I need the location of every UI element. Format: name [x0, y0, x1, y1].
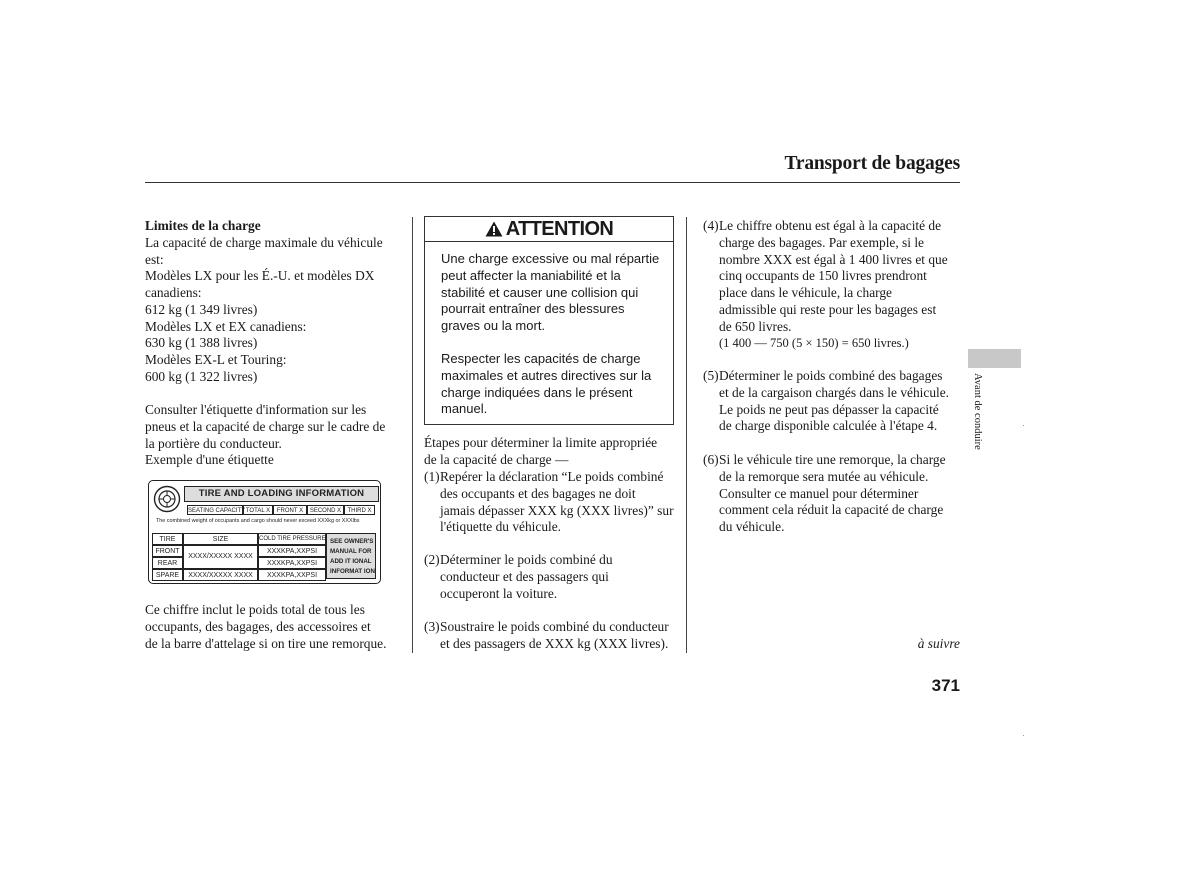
attention-title: ATTENTION [505, 218, 614, 240]
text-line: Modèles LX pour les É.-U. et modèles DX [145, 268, 375, 284]
text-line: Exemple d'une étiquette [145, 452, 274, 468]
attention-box [424, 216, 674, 425]
margin-mark [1023, 735, 1024, 736]
text-line: et de la cargaison chargés dans le véhicule. [719, 384, 950, 400]
step-number: (3) [424, 619, 440, 634]
text-line: 600 kg (1 322 livres) [145, 368, 258, 384]
text-line: Déterminer le poids combiné du [440, 552, 613, 567]
text-line: Le poids ne peut pas dépasser la capacité [719, 401, 939, 417]
text-line: 612 kg (1 349 livres) [145, 301, 258, 317]
text-line: la portière du conducteur. [145, 435, 282, 451]
text-line: occupants, des bagages, des accessoires et [145, 618, 371, 634]
seating-capacity-cell: SEATING CAPACITY [187, 505, 243, 515]
continued-label: à suivre [917, 636, 960, 651]
step-item [424, 552, 680, 602]
after-label-paragraph [145, 602, 407, 652]
page-title: Transport de bagages [784, 153, 960, 174]
step-item [703, 452, 965, 536]
seating-second-cell: SECOND X [307, 505, 344, 515]
text-line: Ce chiffre inclut le poids total de tous les [145, 602, 365, 617]
step-number: (6) [703, 452, 719, 467]
text-line: charge des bagages. Par exemple, si le [719, 234, 924, 250]
seating-front-cell: FRONT X [273, 505, 307, 515]
warning-triangle-icon [485, 221, 503, 237]
front-pressure: XXXKPA,XXPSI [258, 545, 326, 557]
formula-line: (1 400 — 750 (5 × 150) = 650 livres.) [719, 336, 909, 351]
text-line: maximales et autres directives sur la [441, 367, 652, 383]
tire-label-title: TIRE AND LOADING INFORMATION [184, 486, 379, 502]
text-line: pneus et la capacité de charge sur le cadre de [145, 418, 386, 434]
attention-header [425, 217, 673, 242]
front-rear-size: XXXX/XXXXX XXXX [183, 545, 258, 569]
text-line: La capacité de charge maximale du véhicule [145, 234, 383, 250]
step-item [703, 368, 965, 435]
header-pressure: COLD TIRE PRESSURE [258, 533, 326, 545]
attention-paragraph [441, 351, 671, 418]
text-line: charge indiquées dans le présent [441, 384, 633, 400]
text-line: du véhicule. [719, 519, 785, 534]
text-line: Une charge excessive ou mal répartie [441, 251, 660, 266]
steps-intro [424, 435, 680, 469]
text-line: occuperont la voiture. [440, 585, 558, 601]
text-line: Modèles LX et EX canadiens: [145, 318, 307, 334]
text-line: manuel. [441, 401, 488, 417]
text-line: de charge disponible calculée à l'étape 4. [719, 418, 938, 434]
text-line: jamais dépasser XXX kg (XXX livres)” sur [440, 502, 674, 518]
attention-paragraph [441, 251, 671, 335]
text-line: cinq occupants de 150 livres prendront [719, 268, 927, 284]
page-number: 371 [931, 676, 960, 695]
step-number: (2) [424, 552, 440, 567]
step-number: (4) [703, 218, 719, 233]
left-column [145, 218, 407, 386]
rear-pressure: XXXKPA,XXPSI [258, 557, 326, 569]
header-size: SIZE [183, 533, 258, 545]
step-number: (1) [424, 469, 440, 484]
text-line: l'étiquette du véhicule. [440, 519, 562, 535]
section-heading: Limites de la charge [145, 218, 261, 233]
text-line: Consulter l'étiquette d'information sur les [145, 402, 367, 417]
see-manual-line: ADD IT IONAL [330, 558, 372, 565]
margin-mark [1023, 425, 1024, 426]
tire-label-note: The combined weight of occupants and cargo should never exceed XXXkg or XXXlbs [156, 518, 360, 524]
text-line: Modèles EX-L et Touring: [145, 352, 287, 367]
text-line: stabilité et causer une collision qui [441, 284, 639, 300]
text-line: comment cela réduit la capacité de charge [719, 502, 944, 518]
text-line: Respecter les capacités de charge [441, 351, 641, 366]
text-line: et des passagers de XXX kg (XXX livres). [440, 635, 669, 651]
text-line: de 650 livres. [719, 318, 792, 334]
tire-icon [153, 485, 181, 513]
seating-total-cell: TOTAL X [243, 505, 273, 515]
text-line: Le chiffre obtenu est égal à la capacité de [719, 218, 942, 233]
spare-size: XXXX/XXXXX XXXX [183, 569, 258, 581]
column-divider [686, 217, 687, 653]
text-line: de la capacité de charge — [424, 451, 569, 467]
text-line: conducteur et des passagers qui [440, 568, 609, 584]
step-number: (5) [703, 368, 719, 383]
consult-paragraph [145, 402, 407, 469]
text-line: Déterminer le poids combiné des bagages [719, 368, 943, 383]
text-line: de la barre d'attelage si on tire une remorque. [145, 635, 387, 651]
see-manual-box [326, 533, 376, 579]
text-line: admissible qui reste pour les bagages est [719, 301, 937, 317]
text-line: peut affecter la maniabilité et la [441, 267, 621, 283]
section-tab-label: Avant de conduire [972, 373, 983, 450]
text-line: est: [145, 251, 164, 267]
see-manual-line: SEE OWNER'S [330, 538, 374, 545]
text-line: de la remorque sera mutée au véhicule. [719, 468, 929, 484]
text-line: Si le véhicule tire une remorque, la charge [719, 452, 946, 467]
spare-pressure: XXXKPA,XXPSI [258, 569, 326, 581]
step-item [424, 469, 680, 536]
text-line: nombre XXX est égal à 1 400 livres et que [719, 251, 948, 267]
text-line: graves ou la mort. [441, 318, 546, 333]
step-item [703, 218, 965, 352]
text-line: des occupants et des bagages ne doit [440, 485, 636, 501]
text-line: canadiens: [145, 285, 202, 300]
tire-loading-label [148, 480, 381, 584]
text-line: Repérer la déclaration “Le poids combiné [440, 469, 664, 484]
text-line: pourrait entraîner des blessures [441, 301, 625, 317]
row-spare-label: SPARE [152, 569, 183, 581]
see-manual-line: MANUAL FOR [330, 548, 372, 555]
text-line: Étapes pour déterminer la limite appropriée [424, 435, 658, 450]
see-manual-line: INFORMAT ION [330, 568, 375, 575]
text-line: place dans le véhicule, la charge [719, 285, 892, 300]
seating-third-cell: THIRD X [344, 505, 375, 515]
row-rear-label: REAR [152, 557, 183, 569]
section-tab [968, 349, 1021, 368]
text-line: Soustraire le poids combiné du conducteur [440, 619, 669, 634]
row-front-label: FRONT [152, 545, 183, 557]
text-line: Consulter ce manuel pour déterminer [719, 485, 919, 501]
title-divider [145, 182, 960, 183]
step-item [424, 619, 680, 653]
text-line: 630 kg (1 388 livres) [145, 335, 258, 351]
column-divider [412, 217, 413, 653]
header-tire: TIRE [152, 533, 183, 545]
